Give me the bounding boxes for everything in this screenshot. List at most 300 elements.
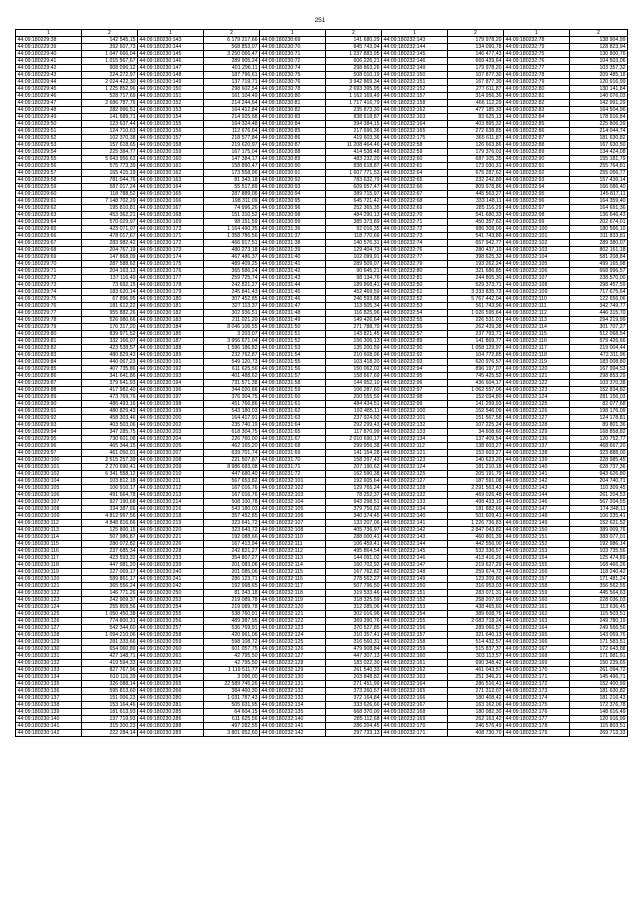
cadastral-value-cell: 281 333,66 xyxy=(82,639,138,646)
cadastral-value-cell: 128 823,94 xyxy=(570,44,628,51)
cadastral-value-cell: 8 986 683,08 xyxy=(204,464,260,471)
cadastral-number-cell: 44:09:180230:154 xyxy=(138,114,204,121)
cadastral-number-cell: 44:09:180232:140 xyxy=(260,716,326,723)
cadastral-value-cell: 237 685,34 xyxy=(82,548,138,555)
cadastral-number-cell: 44:09:180230:69 xyxy=(260,37,326,44)
cadastral-number-cell: 44:09:180232:57 xyxy=(382,331,448,338)
cadastral-value-cell: 326 088,14 xyxy=(82,681,138,688)
cadastral-value-cell: 198 311,09 xyxy=(204,198,260,205)
cadastral-value-cell: 245 841,43 xyxy=(204,289,260,296)
cadastral-value-cell: 1 062 557,06 xyxy=(448,387,504,394)
cadastral-number-cell: 44:09:180232:163 xyxy=(382,114,448,121)
cadastral-value-cell: 103 735,56 xyxy=(570,548,628,555)
cadastral-value-cell: 283 071,31 xyxy=(448,590,504,597)
cadastral-number-cell: 44:09:180229:78 xyxy=(16,317,82,324)
cadastral-number-cell: 44:09:180230:207 xyxy=(138,450,204,457)
cadastral-value-cell: 152 546,09 xyxy=(448,408,504,415)
cadastral-value-cell: 122 656,06 xyxy=(570,296,628,303)
table-row xyxy=(16,716,628,723)
cadastral-value-cell: 479 908,84 xyxy=(326,646,382,653)
cadastral-value-cell: 618 304,75 xyxy=(204,429,260,436)
cadastral-number-cell: 44:09:180229:93 xyxy=(16,422,82,429)
cadastral-number-cell: 44:09:180232:64 xyxy=(382,170,448,177)
table-row xyxy=(16,688,628,695)
cadastral-value-cell: 286 123,71 xyxy=(204,576,260,583)
cadastral-number-cell: 44:09:180230:255 xyxy=(138,611,204,618)
cadastral-number-cell: 44:09:180232:119 xyxy=(504,359,570,366)
cadastral-number-cell: 44:09:180232:143 xyxy=(382,37,448,44)
cadastral-value-cell: 781 044,76 xyxy=(82,177,138,184)
cadastral-number-cell: 44:09:180230:175 xyxy=(138,261,204,268)
cadastral-number-cell: 44:09:180232:95 xyxy=(382,373,448,380)
cadastral-number-cell: 44:09:180229:70 xyxy=(16,261,82,268)
cadastral-value-cell: 106 910,17 xyxy=(82,485,138,492)
cadastral-number-cell: 44:09:180232:152 xyxy=(382,86,448,93)
cadastral-value-cell: 298 863,26 xyxy=(326,65,382,72)
cadastral-value-cell: 447 981,20 xyxy=(82,562,138,569)
cadastral-number-cell: 44:09:180232:158 xyxy=(382,100,448,107)
cadastral-value-cell: 73 692,15 xyxy=(82,282,138,289)
cadastral-value-cell: 314 956,36 xyxy=(448,93,504,100)
cadastral-number-cell: 44:09:180232:99 xyxy=(382,401,448,408)
cadastral-number-cell: 44:09:180231:70 xyxy=(260,457,326,464)
cadastral-value-cell: 259 725,74 xyxy=(204,275,260,282)
page-number: 251 xyxy=(314,17,326,24)
table-row xyxy=(16,359,628,366)
cadastral-number-cell: 44:09:180229:77 xyxy=(16,310,82,317)
cadastral-value-cell: 908 096,12 xyxy=(82,65,138,72)
cadastral-value-cell: 125 474,89 xyxy=(570,555,628,562)
cadastral-number-cell: 44:09:180232:156 xyxy=(504,569,570,576)
cadastral-number-cell: 44:09:180229:49 xyxy=(16,114,82,121)
cadastral-number-cell: 44:09:180230:202 xyxy=(138,422,204,429)
cadastral-value-cell: 369 390,76 xyxy=(326,618,382,625)
cadastral-value-cell: 211 021,20 xyxy=(204,317,260,324)
cadastral-number-cell: 44:09:180232:151 xyxy=(382,79,448,86)
cadastral-value-cell: 124 178,81 xyxy=(570,415,628,422)
cadastral-value-cell: 246 593,88 xyxy=(326,296,382,303)
cadastral-value-cell: 235 873,30 xyxy=(326,107,382,114)
cadastral-value-cell: 141 154,28 xyxy=(326,450,382,457)
cadastral-value-cell: 280 072,82 xyxy=(82,541,138,548)
cadastral-value-cell: 123 637,44 xyxy=(82,121,138,128)
cadastral-value-cell: 287 588,62 xyxy=(82,261,138,268)
cadastral-value-cell: 398 625,32 xyxy=(448,254,504,261)
cadastral-number-cell: 44:09:180229:40 xyxy=(16,51,82,58)
cadastral-number-cell: 44:09:180231:54 xyxy=(260,352,326,359)
cadastral-value-cell: 467 486,37 xyxy=(204,254,260,261)
cadastral-number-cell: 44:09:180232:79 xyxy=(504,44,570,51)
cadastral-value-cell: 140 076,03 xyxy=(570,93,628,100)
cadastral-number-cell: 44:09:180232:98 xyxy=(504,212,570,219)
cadastral-value-cell: 440 067,23 xyxy=(82,359,138,366)
cadastral-number-cell: 44:09:180232:165 xyxy=(382,688,448,695)
cadastral-number-cell: 44:09:180232:84 xyxy=(504,114,570,121)
cadastral-value-cell: 172 376,78 xyxy=(570,702,628,709)
cadastral-value-cell: 289 905,24 xyxy=(204,58,260,65)
table-row xyxy=(16,317,628,324)
table-row xyxy=(16,464,628,471)
cadastral-value-cell: 217 696,36 xyxy=(326,128,382,135)
cadastral-value-cell: 285 112,68 xyxy=(326,716,382,723)
table-row xyxy=(16,604,628,611)
cadastral-number-cell: 44:09:180230:124 xyxy=(16,604,82,611)
cadastral-number-cell: 44:09:180232:68 xyxy=(382,198,448,205)
cadastral-value-cell: 228 985,45 xyxy=(570,457,628,464)
cadastral-value-cell: 246 576,49 xyxy=(448,723,504,730)
cadastral-number-cell: 44:09:180230:262 xyxy=(138,660,204,667)
column-header: 2 xyxy=(570,30,628,37)
table-row xyxy=(16,436,628,443)
cadastral-number-cell: 44:09:180230:173 xyxy=(138,247,204,254)
cadastral-value-cell: 389 608,76 xyxy=(448,611,504,618)
cadastral-number-cell: 44:09:180230:264 xyxy=(138,674,204,681)
cadastral-number-cell: 44:09:180229:87 xyxy=(16,380,82,387)
cadastral-value-cell: 262 439,38 xyxy=(448,324,504,331)
cadastral-value-cell: 115 503,51 xyxy=(570,611,628,618)
cadastral-number-cell: 44:09:180232:72 xyxy=(382,226,448,233)
cadastral-number-cell: 44:09:180230:181 xyxy=(138,303,204,310)
column-header: 1 xyxy=(138,30,204,37)
cadastral-number-cell: 44:09:180230:194 xyxy=(138,380,204,387)
cadastral-value-cell: 460 801,39 xyxy=(448,534,504,541)
cadastral-value-cell: 173 558,96 xyxy=(204,170,260,177)
cadastral-number-cell: 44:09:180232:153 xyxy=(504,548,570,555)
table-row xyxy=(16,499,628,506)
cadastral-value-cell: 654 060,89 xyxy=(82,646,138,653)
cadastral-number-cell: 44:09:180230:187 xyxy=(138,338,204,345)
cadastral-value-cell: 394 384,15 xyxy=(326,121,382,128)
cadastral-number-cell: 44:09:180232:77 xyxy=(382,254,448,261)
table-row xyxy=(16,247,628,254)
cadastral-value-cell: 2 693 395,95 xyxy=(326,86,382,93)
cadastral-number-cell: 44:09:180229:67 xyxy=(16,240,82,247)
cadastral-number-cell: 44:09:180229:88 xyxy=(16,387,82,394)
cadastral-value-cell: 219 089,78 xyxy=(204,604,260,611)
cadastral-value-cell: 269 713,33 xyxy=(570,730,628,737)
cadastral-value-cell: 575 773,39 xyxy=(82,163,138,170)
cadastral-value-cell: 357 452,85 xyxy=(204,513,260,520)
cadastral-number-cell: 44:09:180230:132 xyxy=(16,660,82,667)
cadastral-number-cell: 44:09:180230:130 xyxy=(16,646,82,653)
cadastral-value-cell: 442 556,00 xyxy=(448,541,504,548)
cadastral-value-cell: 508 100,78 xyxy=(204,499,260,506)
cadastral-number-cell: 44:09:180229:43 xyxy=(16,72,82,79)
cadastral-value-cell: 137 719,93 xyxy=(82,716,138,723)
cadastral-value-cell: 601 057,75 xyxy=(204,646,260,653)
cadastral-number-cell: 44:09:180229:51 xyxy=(16,128,82,135)
cadastral-number-cell: 44:09:180232:154 xyxy=(504,555,570,562)
cadastral-value-cell: 219 089,78 xyxy=(204,597,260,604)
cadastral-value-cell: 7 148 702,29 xyxy=(82,198,138,205)
cadastral-value-cell: 117 870,99 xyxy=(326,429,382,436)
cadastral-number-cell: 44:09:180232:112 xyxy=(382,443,448,450)
cadastral-value-cell: 414 538,48 xyxy=(326,149,382,156)
table-row xyxy=(16,646,628,653)
cadastral-number-cell: 44:09:180231:37 xyxy=(260,233,326,240)
cadastral-value-cell: 3 203,07 xyxy=(204,331,260,338)
cadastral-value-cell: 405 736,97 xyxy=(326,527,382,534)
cadastral-number-cell: 44:09:180230:289 xyxy=(138,730,204,737)
cadastral-number-cell: 44:09:180230:114 xyxy=(16,534,82,541)
cadastral-value-cell: 419 594,33 xyxy=(82,660,138,667)
cadastral-number-cell: 44:09:180232:80 xyxy=(504,86,570,93)
cadastral-value-cell: 167 016,76 xyxy=(204,485,260,492)
cadastral-number-cell: 44:09:180229:71 xyxy=(16,268,82,275)
cadastral-number-cell: 44:09:180232:143 xyxy=(382,534,448,541)
cadastral-number-cell: 44:09:180230:189 xyxy=(138,352,204,359)
cadastral-number-cell: 44:09:180229:69 xyxy=(16,254,82,261)
table-row xyxy=(16,100,628,107)
cadastral-value-cell: 730 601,08 xyxy=(82,436,138,443)
cadastral-number-cell: 44:09:180230:226 xyxy=(138,541,204,548)
cadastral-value-cell: 3 096,00 xyxy=(204,674,260,681)
cadastral-number-cell: 44:09:180232:120 xyxy=(504,366,570,373)
cadastral-value-cell: 249 566,56 xyxy=(570,625,628,632)
cadastral-value-cell: 237 793,71 xyxy=(448,331,504,338)
cadastral-value-cell: 385 373,89 xyxy=(326,219,382,226)
cadastral-value-cell: 104 772,85 xyxy=(448,352,504,359)
cadastral-number-cell: 44:09:180232:95 xyxy=(504,191,570,198)
cadastral-value-cell: 181 630,82 xyxy=(570,688,628,695)
cadastral-value-cell: 150 239,65 xyxy=(570,660,628,667)
cadastral-value-cell: 1 607 771,53 xyxy=(326,170,382,177)
cadastral-number-cell: 44:09:180232:173 xyxy=(504,688,570,695)
cadastral-number-cell: 44:09:180230:196 xyxy=(138,387,204,394)
cadastral-number-cell: 44:09:180232:96 xyxy=(504,198,570,205)
cadastral-number-cell: 44:09:180230:199 xyxy=(138,408,204,415)
cadastral-value-cell: 420 961,06 xyxy=(204,632,260,639)
cadastral-value-cell: 142 545,15 xyxy=(82,37,138,44)
cadastral-number-cell: 44:09:180232:121 xyxy=(260,611,326,618)
cadastral-number-cell: 44:09:180232:103 xyxy=(260,492,326,499)
cadastral-number-cell: 44:09:180232:116 xyxy=(260,576,326,583)
cadastral-number-cell: 44:09:180232:97 xyxy=(504,205,570,212)
table-row xyxy=(16,184,628,191)
cadastral-value-cell: 480 829,43 xyxy=(82,408,138,415)
cadastral-number-cell: 44:09:180232:164 xyxy=(382,681,448,688)
cadastral-number-cell: 44:09:180232:162 xyxy=(382,107,448,114)
cadastral-value-cell: 896 197,07 xyxy=(448,366,504,373)
cadastral-value-cell: 379 756,62 xyxy=(326,506,382,513)
cadastral-number-cell: 44:09:180230:210 xyxy=(138,471,204,478)
cadastral-value-cell: 356 562,55 xyxy=(570,583,628,590)
cadastral-value-cell: 413 416,26 xyxy=(448,555,504,562)
cadastral-value-cell: 403 895,32 xyxy=(448,121,504,128)
table-row xyxy=(16,240,628,247)
cadastral-value-cell: 183 620,14 xyxy=(82,289,138,296)
cadastral-value-cell: 183 008,80 xyxy=(570,359,628,366)
cadastral-value-cell: 465 344,15 xyxy=(82,443,138,450)
cadastral-number-cell: 44:09:180230:70 xyxy=(260,44,326,51)
cadastral-value-cell: 497 282,55 xyxy=(204,723,260,730)
cadastral-value-cell: 164 504,96 xyxy=(570,107,628,114)
cadastral-number-cell: 44:09:180232:81 xyxy=(382,275,448,282)
cadastral-value-cell: 376 304,75 xyxy=(204,394,260,401)
cadastral-value-cell: 183 022,30 xyxy=(326,660,382,667)
table-row xyxy=(16,282,628,289)
cadastral-number-cell: 44:09:180231:55 xyxy=(260,359,326,366)
cadastral-value-cell: 228 036,03 xyxy=(570,597,628,604)
cadastral-value-cell: 3 942 869,34 xyxy=(326,79,382,86)
cadastral-number-cell: 44:09:180230:150 xyxy=(138,86,204,93)
cadastral-number-cell: 44:09:180232:126 xyxy=(504,408,570,415)
cadastral-value-cell: 92 016,35 xyxy=(326,226,382,233)
table-row xyxy=(16,93,628,100)
cadastral-value-cell: 165 415,19 xyxy=(82,170,138,177)
cadastral-number-cell: 44:09:180232:169 xyxy=(382,716,448,723)
cadastral-number-cell: 44:09:180232:115 xyxy=(260,569,326,576)
cadastral-value-cell: 315 300,23 xyxy=(82,723,138,730)
cadastral-number-cell: 44:09:180230:200 xyxy=(138,415,204,422)
table-row xyxy=(16,681,628,688)
cadastral-number-cell: 44:09:180230:204 xyxy=(138,436,204,443)
cadastral-number-cell: 44:09:180230:145 xyxy=(138,51,204,58)
cadastral-number-cell: 44:09:180230:179 xyxy=(138,289,204,296)
cadastral-value-cell: 595 813,60 xyxy=(82,688,138,695)
cadastral-number-cell: 44:09:180231:38 xyxy=(260,240,326,247)
cadastral-number-cell: 44:09:180230:203 xyxy=(138,429,204,436)
cadastral-value-cell: 297 733,13 xyxy=(326,730,382,737)
table-row xyxy=(16,520,628,527)
cadastral-number-cell: 44:09:180232:101 xyxy=(260,478,326,485)
cadastral-number-cell: 44:09:180232:101 xyxy=(504,233,570,240)
cadastral-number-cell: 44:09:180230:153 xyxy=(138,107,204,114)
cadastral-number-cell: 44:09:180232:107 xyxy=(260,520,326,527)
cadastral-value-cell: 251 346,21 xyxy=(448,674,504,681)
table-row xyxy=(16,387,628,394)
cadastral-number-cell: 44:09:180232:105 xyxy=(504,261,570,268)
cadastral-value-cell: 153 603,27 xyxy=(448,450,504,457)
cadastral-number-cell: 44:09:180232:150 xyxy=(504,527,570,534)
cadastral-value-cell: 927 190,68 xyxy=(82,499,138,506)
cadastral-value-cell: 167 630,50 xyxy=(570,142,628,149)
cadastral-value-cell: 137 719,71 xyxy=(204,79,260,86)
cadastral-value-cell: 536 769,91 xyxy=(204,625,260,632)
cadastral-number-cell: 44:09:180232:116 xyxy=(504,338,570,345)
cadastral-value-cell: 302 936,51 xyxy=(204,310,260,317)
column-header: 1 xyxy=(504,30,570,37)
cadastral-value-cell: 827 767,96 xyxy=(82,667,138,674)
cadastral-value-cell: 507 986,87 xyxy=(82,534,138,541)
cadastral-value-cell: 526 980,66 xyxy=(82,317,138,324)
cadastral-value-cell: 6 179 217,66 xyxy=(204,37,260,44)
cadastral-value-cell: 204 767,19 xyxy=(82,247,138,254)
cadastral-value-cell: 639 701,74 xyxy=(204,450,260,457)
cadastral-value-cell: 472 311,96 xyxy=(570,352,628,359)
cadastral-number-cell: 44:09:180232:134 xyxy=(382,506,448,513)
cadastral-number-cell: 44:09:180231:61 xyxy=(260,401,326,408)
column-header: 2 xyxy=(82,30,138,37)
cadastral-value-cell: 372 164,84 xyxy=(326,695,382,702)
cadastral-number-cell: 44:09:180232:83 xyxy=(504,107,570,114)
cadastral-value-cell: 116 825,96 xyxy=(326,310,382,317)
cadastral-value-cell: 570 029,97 xyxy=(82,219,138,226)
cadastral-value-cell: 214 925,68 xyxy=(204,114,260,121)
table-row xyxy=(16,275,628,282)
cadastral-value-cell: 1 050 450,38 xyxy=(82,611,138,618)
cadastral-value-cell: 146 477,43 xyxy=(448,51,504,58)
cadastral-number-cell: 44:09:180231:45 xyxy=(260,289,326,296)
cadastral-value-cell: 167 762,82 xyxy=(326,569,382,576)
cadastral-number-cell: 44:09:180232:154 xyxy=(382,611,448,618)
cadastral-number-cell: 44:09:180229:74 xyxy=(16,289,82,296)
cadastral-value-cell: 195 810,81 xyxy=(82,205,138,212)
cadastral-value-cell: 103 418,20 xyxy=(326,359,382,366)
cadastral-value-cell: 158 667,69 xyxy=(326,373,382,380)
cadastral-number-cell: 44:09:180232:149 xyxy=(382,65,448,72)
cadastral-number-cell: 44:09:180230:212 xyxy=(138,485,204,492)
cadastral-number-cell: 44:09:180229:48 xyxy=(16,107,82,114)
cadastral-value-cell: 289 380,07 xyxy=(570,240,628,247)
cadastral-number-cell: 44:09:180230:259 xyxy=(138,639,204,646)
cadastral-number-cell: 44:09:180232:117 xyxy=(260,583,326,590)
cadastral-number-cell: 44:09:180232:117 xyxy=(504,345,570,352)
cadastral-value-cell: 419 603,36 xyxy=(326,135,382,142)
cadastral-number-cell: 44:09:180231:71 xyxy=(260,464,326,471)
table-row xyxy=(16,408,628,415)
cadastral-number-cell: 44:09:180230:173 xyxy=(138,226,204,233)
table-row xyxy=(16,653,628,660)
cadastral-number-cell: 44:09:180229:55 xyxy=(16,156,82,163)
cadastral-number-cell: 44:09:180232:94 xyxy=(382,366,448,373)
cadastral-number-cell: 44:09:180232:125 xyxy=(260,639,326,646)
cadastral-value-cell: 157 618,65 xyxy=(82,142,138,149)
cadastral-number-cell: 44:09:180230:158 xyxy=(138,142,204,149)
cadastral-number-cell: 44:09:180232:114 xyxy=(260,562,326,569)
cadastral-number-cell: 44:09:180230:167 xyxy=(138,205,204,212)
cadastral-number-cell: 44:09:180230:98 xyxy=(260,212,326,219)
cadastral-value-cell: 1 031 787,43 xyxy=(204,695,260,702)
table-row xyxy=(16,415,628,422)
cadastral-number-cell: 44:09:180232:172 xyxy=(504,681,570,688)
cadastral-value-cell: 508 010,19 xyxy=(326,72,382,79)
cadastral-number-cell: 44:09:180232:120 xyxy=(260,604,326,611)
cadastral-value-cell: 143 821,45 xyxy=(326,331,382,338)
cadastral-number-cell: 44:09:180232:92 xyxy=(382,352,448,359)
cadastral-value-cell: 181 612,22 xyxy=(82,303,138,310)
cadastral-number-cell: 44:09:180232:125 xyxy=(504,401,570,408)
cadastral-number-cell: 44:09:180231:63 xyxy=(260,415,326,422)
cadastral-value-cell: 125 800,15 xyxy=(82,527,138,534)
cadastral-value-cell: 491 664,78 xyxy=(82,492,138,499)
cadastral-value-cell: 224 272,97 xyxy=(82,72,138,79)
cadastral-value-cell: 207 190,62 xyxy=(326,464,382,471)
cadastral-number-cell: 44:09:180230:159 xyxy=(138,149,204,156)
cadastral-value-cell: 311 833,81 xyxy=(570,233,628,240)
cadastral-value-cell: 943 626,80 xyxy=(570,471,628,478)
cadastral-number-cell: 44:09:180232:97 xyxy=(382,387,448,394)
cadastral-value-cell: 332 166,07 xyxy=(82,338,138,345)
cadastral-number-cell: 44:09:180229:57 xyxy=(16,170,82,177)
cadastral-value-cell: 115 803,51 xyxy=(570,723,628,730)
cadastral-value-cell: 620 976,57 xyxy=(448,359,504,366)
cadastral-number-cell: 44:09:180230:261 xyxy=(138,653,204,660)
cadastral-value-cell: 209 485,18 xyxy=(570,72,628,79)
cadastral-number-cell: 44:09:180232:149 xyxy=(504,520,570,527)
cadastral-number-cell: 44:09:180229:68 xyxy=(16,247,82,254)
cadastral-number-cell: 44:09:180232:175 xyxy=(382,135,448,142)
table-row xyxy=(16,548,628,555)
cadastral-value-cell: 261 204,53 xyxy=(570,492,628,499)
cadastral-number-cell: 44:09:180232:166 xyxy=(382,695,448,702)
cadastral-number-cell: 44:09:180232:125 xyxy=(382,471,448,478)
cadastral-value-cell: 210 608,96 xyxy=(326,352,382,359)
cadastral-number-cell: 44:09:180232:164 xyxy=(504,625,570,632)
cadastral-number-cell: 44:09:180232:93 xyxy=(382,359,448,366)
cadastral-number-cell: 44:09:180232:90 xyxy=(504,156,570,163)
cadastral-number-cell: 44:09:180230:208 xyxy=(138,457,204,464)
